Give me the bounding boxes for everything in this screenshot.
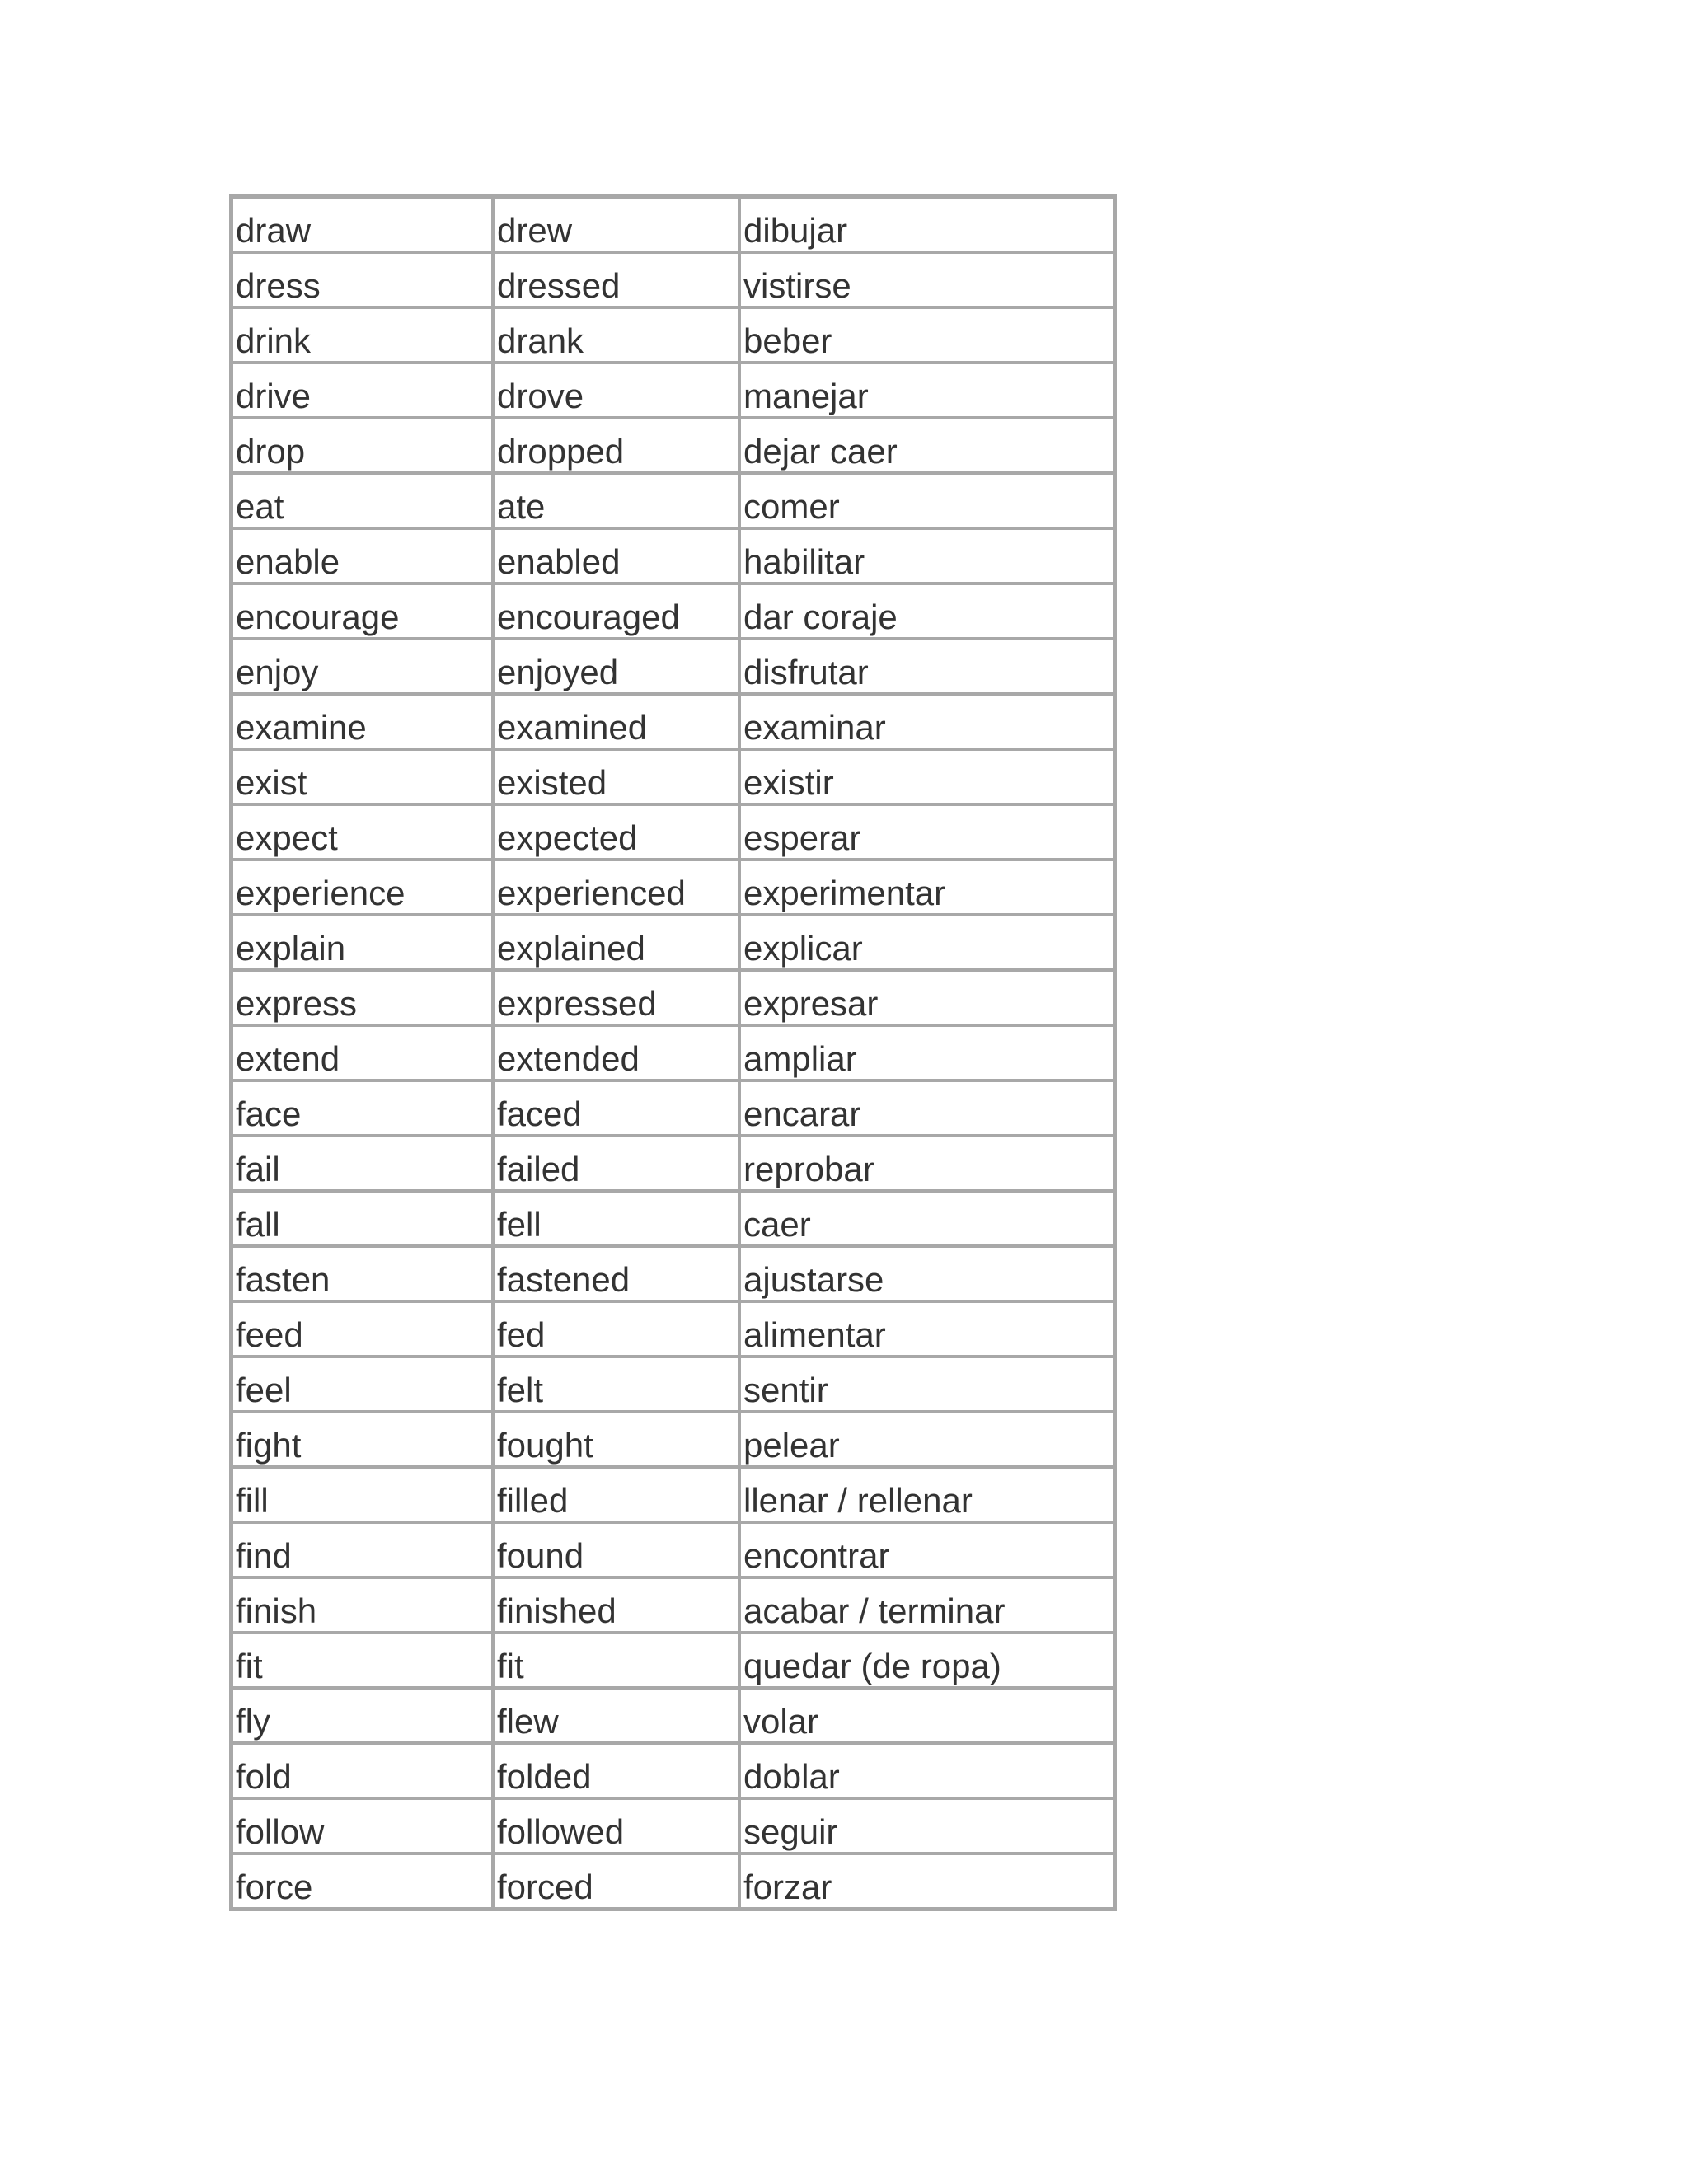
table-row (232, 860, 1114, 915)
cell-text: seguir (743, 1812, 838, 1851)
table-row (232, 1136, 1114, 1191)
cell-text: doblar (743, 1757, 840, 1796)
spanish-meaning-cell (739, 1577, 1114, 1633)
cell-text: pelear (743, 1426, 840, 1465)
past-form-cell (493, 1854, 739, 1909)
past-form-cell (493, 1412, 739, 1467)
cell-text: beber (743, 321, 832, 360)
table-row (232, 1798, 1114, 1854)
cell-text: enable (236, 542, 340, 581)
cell-text: alimentar (743, 1315, 886, 1354)
past-form-cell (493, 694, 739, 749)
cell-text: esperar (743, 818, 861, 857)
table-row (232, 197, 1114, 252)
cell-text: encouraged (497, 598, 680, 636)
table-row (232, 804, 1114, 860)
cell-text: dropped (497, 432, 625, 471)
cell-text: ampliar (743, 1039, 857, 1078)
cell-text: expect (236, 818, 338, 857)
table-row (232, 363, 1114, 418)
past-form-cell (493, 1743, 739, 1798)
cell-text: examine (236, 708, 367, 747)
cell-text: drop (236, 432, 306, 471)
past-form-cell (493, 418, 739, 473)
cell-text: drink (236, 321, 312, 360)
cell-text: ate (497, 487, 546, 526)
cell-text: felt (497, 1371, 544, 1409)
cell-text: fail (236, 1150, 280, 1188)
cell-text: experienced (497, 874, 686, 912)
table-row (232, 1467, 1114, 1522)
cell-text: habilitar (743, 542, 865, 581)
table-row (232, 1246, 1114, 1301)
spanish-meaning-cell (739, 363, 1114, 418)
table-row (232, 1577, 1114, 1633)
cell-text: finish (236, 1591, 317, 1630)
cell-text: drank (497, 321, 584, 360)
cell-text: finished (497, 1591, 617, 1630)
spanish-meaning-cell (739, 583, 1114, 639)
cell-text: exist (236, 763, 307, 802)
cell-text: volar (743, 1702, 819, 1741)
cell-text: expresar (743, 984, 879, 1023)
cell-text: experience (236, 874, 406, 912)
spanish-meaning-cell (739, 970, 1114, 1025)
cell-text: examinar (743, 708, 886, 747)
table-row (232, 1301, 1114, 1357)
base-form-cell (232, 1357, 493, 1412)
cell-text: feel (236, 1371, 292, 1409)
base-form-cell (232, 583, 493, 639)
cell-text: existed (497, 763, 607, 802)
cell-text: dibujar (743, 211, 848, 250)
cell-text: fell (497, 1205, 542, 1244)
base-form-cell (232, 1191, 493, 1246)
cell-text: dejar caer (743, 432, 898, 471)
base-form-cell (232, 804, 493, 860)
cell-text: sentir (743, 1371, 828, 1409)
spanish-meaning-cell (739, 639, 1114, 694)
cell-text: feed (236, 1315, 303, 1354)
past-form-cell (493, 473, 739, 528)
past-form-cell (493, 1301, 739, 1357)
base-form-cell (232, 197, 493, 252)
base-form-cell (232, 860, 493, 915)
spanish-meaning-cell (739, 1025, 1114, 1080)
base-form-cell (232, 915, 493, 970)
base-form-cell (232, 1522, 493, 1577)
base-form-cell (232, 1412, 493, 1467)
table-row (232, 1191, 1114, 1246)
base-form-cell (232, 1743, 493, 1798)
cell-text: folded (497, 1757, 592, 1796)
cell-text: fastened (497, 1260, 631, 1299)
spanish-meaning-cell (739, 1743, 1114, 1798)
spanish-meaning-cell (739, 1522, 1114, 1577)
base-form-cell (232, 1577, 493, 1633)
past-form-cell (493, 1688, 739, 1743)
cell-text: caer (743, 1205, 811, 1244)
cell-text: face (236, 1094, 302, 1133)
cell-text: fold (236, 1757, 292, 1796)
past-form-cell (493, 1633, 739, 1688)
past-form-cell (493, 1246, 739, 1301)
base-form-cell (232, 418, 493, 473)
past-form-cell (493, 804, 739, 860)
cell-text: enabled (497, 542, 621, 581)
cell-text: manejar (743, 377, 869, 415)
verb-table-body (232, 197, 1114, 1909)
table-row (232, 1633, 1114, 1688)
base-form-cell (232, 363, 493, 418)
cell-text: encourage (236, 598, 400, 636)
spanish-meaning-cell (739, 252, 1114, 307)
cell-text: llenar / rellenar (743, 1481, 973, 1520)
cell-text: expressed (497, 984, 657, 1023)
cell-text: followed (497, 1812, 625, 1851)
spanish-meaning-cell (739, 1191, 1114, 1246)
table-row (232, 528, 1114, 583)
table-row (232, 473, 1114, 528)
table-row (232, 970, 1114, 1025)
cell-text: force (236, 1868, 313, 1906)
base-form-cell (232, 1854, 493, 1909)
cell-text: fit (497, 1647, 524, 1685)
cell-text: fit (236, 1647, 263, 1685)
cell-text: follow (236, 1812, 325, 1851)
cell-text: found (497, 1536, 584, 1575)
table-row (232, 1357, 1114, 1412)
cell-text: reprobar (743, 1150, 874, 1188)
cell-text: encontrar (743, 1536, 890, 1575)
past-form-cell (493, 915, 739, 970)
spanish-meaning-cell (739, 1854, 1114, 1909)
past-form-cell (493, 1191, 739, 1246)
past-form-cell (493, 252, 739, 307)
cell-text: faced (497, 1094, 582, 1133)
past-form-cell (493, 1798, 739, 1854)
cell-text: quedar (de ropa) (743, 1647, 1001, 1685)
cell-text: find (236, 1536, 292, 1575)
cell-text: fed (497, 1315, 546, 1354)
past-form-cell (493, 583, 739, 639)
cell-text: expected (497, 818, 638, 857)
table-row (232, 1080, 1114, 1136)
verb-table (229, 194, 1117, 1911)
cell-text: forced (497, 1868, 593, 1906)
base-form-cell (232, 252, 493, 307)
base-form-cell (232, 1136, 493, 1191)
base-form-cell (232, 639, 493, 694)
cell-text: vistirse (743, 266, 851, 305)
spanish-meaning-cell (739, 418, 1114, 473)
table-row (232, 307, 1114, 363)
spanish-meaning-cell (739, 694, 1114, 749)
cell-text: dar coraje (743, 598, 898, 636)
table-row (232, 915, 1114, 970)
table-row (232, 1854, 1114, 1909)
cell-text: dress (236, 266, 321, 305)
cell-text: fasten (236, 1260, 331, 1299)
cell-text: filled (497, 1481, 569, 1520)
base-form-cell (232, 970, 493, 1025)
table-row (232, 1688, 1114, 1743)
past-form-cell (493, 1025, 739, 1080)
base-form-cell (232, 307, 493, 363)
spanish-meaning-cell (739, 1412, 1114, 1467)
cell-text: extended (497, 1039, 640, 1078)
past-form-cell (493, 749, 739, 804)
table-row (232, 583, 1114, 639)
spanish-meaning-cell (739, 1688, 1114, 1743)
base-form-cell (232, 749, 493, 804)
cell-text: comer (743, 487, 840, 526)
cell-text: drew (497, 211, 573, 250)
cell-text: enjoyed (497, 653, 619, 691)
spanish-meaning-cell (739, 1798, 1114, 1854)
base-form-cell (232, 694, 493, 749)
base-form-cell (232, 1633, 493, 1688)
past-form-cell (493, 1080, 739, 1136)
cell-text: extend (236, 1039, 340, 1078)
base-form-cell (232, 528, 493, 583)
past-form-cell (493, 1357, 739, 1412)
cell-text: draw (236, 211, 312, 250)
cell-text: examined (497, 708, 648, 747)
spanish-meaning-cell (739, 1246, 1114, 1301)
spanish-meaning-cell (739, 307, 1114, 363)
base-form-cell (232, 1798, 493, 1854)
cell-text: express (236, 984, 358, 1023)
spanish-meaning-cell (739, 804, 1114, 860)
spanish-meaning-cell (739, 1467, 1114, 1522)
base-form-cell (232, 1467, 493, 1522)
spanish-meaning-cell (739, 197, 1114, 252)
table-row (232, 639, 1114, 694)
table-row (232, 1412, 1114, 1467)
past-form-cell (493, 528, 739, 583)
cell-text: enjoy (236, 653, 319, 691)
past-form-cell (493, 363, 739, 418)
base-form-cell (232, 1301, 493, 1357)
table-row (232, 694, 1114, 749)
cell-text: fought (497, 1426, 593, 1465)
past-form-cell (493, 1577, 739, 1633)
cell-text: acabar / terminar (743, 1591, 1006, 1630)
spanish-meaning-cell (739, 1136, 1114, 1191)
past-form-cell (493, 1522, 739, 1577)
cell-text: flew (497, 1702, 559, 1741)
spanish-meaning-cell (739, 915, 1114, 970)
spanish-meaning-cell (739, 860, 1114, 915)
past-form-cell (493, 307, 739, 363)
spanish-meaning-cell (739, 473, 1114, 528)
cell-text: disfrutar (743, 653, 869, 691)
table-row (232, 749, 1114, 804)
past-form-cell (493, 970, 739, 1025)
base-form-cell (232, 1025, 493, 1080)
spanish-meaning-cell (739, 1357, 1114, 1412)
table-row (232, 1743, 1114, 1798)
cell-text: eat (236, 487, 284, 526)
cell-text: encarar (743, 1094, 861, 1133)
cell-text: failed (497, 1150, 580, 1188)
cell-text: forzar (743, 1868, 832, 1906)
cell-text: fall (236, 1205, 280, 1244)
past-form-cell (493, 1136, 739, 1191)
cell-text: fill (236, 1481, 269, 1520)
base-form-cell (232, 1688, 493, 1743)
spanish-meaning-cell (739, 1301, 1114, 1357)
cell-text: drive (236, 377, 312, 415)
cell-text: fight (236, 1426, 302, 1465)
past-form-cell (493, 197, 739, 252)
past-form-cell (493, 639, 739, 694)
spanish-meaning-cell (739, 1080, 1114, 1136)
cell-text: explained (497, 929, 645, 968)
spanish-meaning-cell (739, 1633, 1114, 1688)
cell-text: fly (236, 1702, 270, 1741)
spanish-meaning-cell (739, 749, 1114, 804)
cell-text: experimentar (743, 874, 946, 912)
spanish-meaning-cell (739, 528, 1114, 583)
base-form-cell (232, 1080, 493, 1136)
cell-text: existir (743, 763, 834, 802)
cell-text: ajustarse (743, 1260, 884, 1299)
table-row (232, 1025, 1114, 1080)
cell-text: dressed (497, 266, 621, 305)
table-row (232, 1522, 1114, 1577)
past-form-cell (493, 1467, 739, 1522)
cell-text: explain (236, 929, 346, 968)
table-row (232, 252, 1114, 307)
past-form-cell (493, 860, 739, 915)
cell-text: explicar (743, 929, 863, 968)
base-form-cell (232, 1246, 493, 1301)
base-form-cell (232, 473, 493, 528)
cell-text: drove (497, 377, 584, 415)
table-row (232, 418, 1114, 473)
